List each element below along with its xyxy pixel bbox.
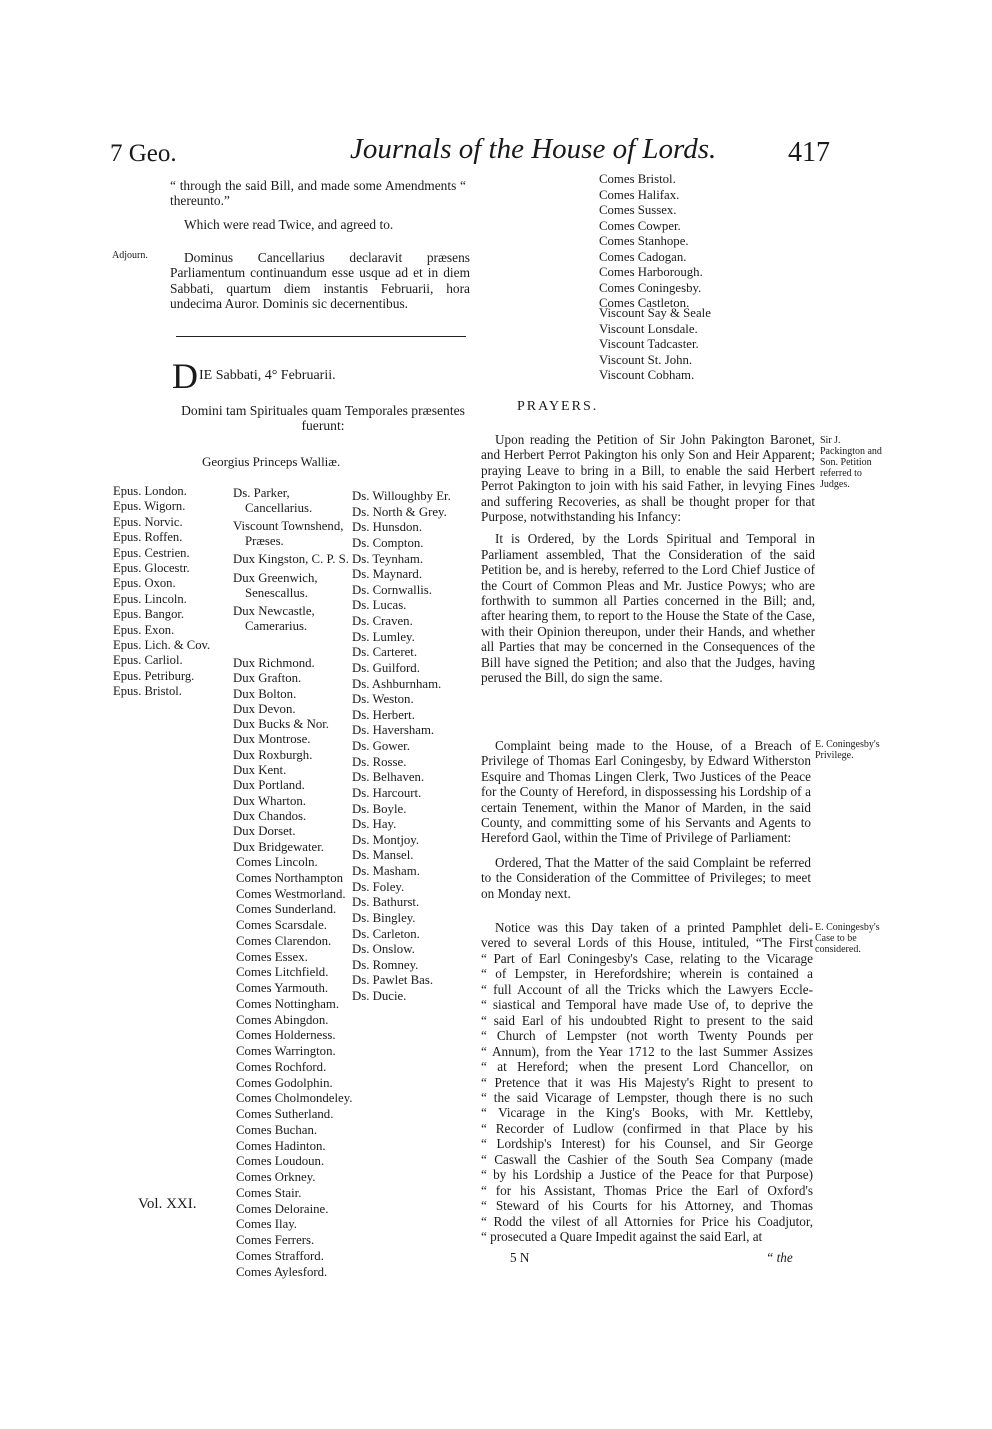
baron-entry: Ds. Willoughby Er. [352,489,451,503]
viscounts-list [599,306,711,384]
duke-entry: Dux Portland. [233,778,305,793]
earls-list [236,855,352,1280]
notice-line: “ Part of Earl Coningesby's Case, relating to the Vicarage [481,950,813,966]
officer-entry: Dux Newcastle, Camerarius. [233,604,315,633]
earl-entry: Comes Hadinton. [236,1138,326,1153]
baron-entry: Ds. Lumley. [352,629,415,644]
earl-entry: Comes Buchan. [236,1122,318,1137]
baron-entry: Ds. Compton. [352,535,424,550]
viscount-entry: Viscount Lonsdale. [599,321,698,336]
earl-entry: Comes Sussex. [599,203,677,217]
bishop-entry: Epus. Roffen. [113,530,183,545]
baron-entry: Ds. Foley. [352,879,405,894]
bishop-entry: Epus. London. [113,484,187,498]
bishop-entry: Epus. Bangor. [113,607,185,622]
notice-line: “ Rodd the vilest of all Attornies for Price his Coadjutor, [481,1213,813,1229]
baron-entry: Ds. Harcourt. [352,785,422,800]
earl-entry: Comes Cowper. [599,218,681,233]
bishop-entry: Epus. Wigorn. [113,499,186,514]
earls-continued-list [599,172,703,312]
notice-line: “ of Lempster, in Herefordshire; wherein is contained a [481,966,813,982]
earl-entry: Comes Stair. [236,1185,302,1200]
bishop-entry: Epus. Lincoln. [113,591,187,606]
bishop-entry: Epus. Bristol. [113,684,182,699]
adjourn-margin-note: Adjourn. [112,250,148,261]
earl-entry: Comes Abingdon. [236,1012,329,1027]
privilege-order: Ordered, That the Matter of the said Complaint be referred to the Consideration of the Committee of Privileges; to meet on Monday next. [481,854,811,901]
bishop-entry: Epus. Oxon. [113,576,176,591]
read-twice-text: Which were read Twice, and agreed to. [184,216,394,232]
volume-footer: Vol. XXI. [138,1196,197,1212]
bishop-entry: Epus. Glocestr. [113,561,190,576]
duke-entry: Dux Roxburgh. [233,747,313,762]
continuation-text: “ through the said Bill, and made some Amendments “ thereunto.” [170,178,466,209]
earl-entry: Comes Yarmouth. [236,981,329,995]
bishop-entry: Epus. Carliol. [113,653,183,668]
notice-line: “ Church of Lempster (not worth Twenty Pounds per [481,1028,813,1044]
earl-entry: Comes Westmorland. [236,886,346,901]
notice-line: vered to several Lords of this House, intituled, “The First [481,935,813,951]
baron-entry: Ds. Guilford. [352,660,420,675]
earl-entry: Comes Lincoln. [236,855,318,869]
officers-list [233,486,351,637]
officer-entry: Dux Kingston, C. P. S. [233,552,349,567]
page-number: 417 [788,137,830,168]
earl-entry: Comes Rochford. [236,1059,327,1074]
baron-entry: Ds. Ducie. [352,989,407,1003]
earl-entry: Comes Deloraine. [236,1201,329,1216]
earl-entry: Comes Sunderland. [236,902,337,917]
bishop-entry: Epus. Cestrien. [113,545,190,560]
earl-entry: Comes Stanhope. [599,234,689,248]
earl-entry: Comes Ilay. [236,1217,298,1232]
notice-line: “ the said Vicarage of Lempster, though there is no such [481,1089,813,1105]
notice-line: “ prosecuted a Quare Impedit against the said Earl, at [481,1229,763,1245]
notice-line: “ at Hereford; when the present Lord Chancellor, on [481,1059,813,1075]
baron-entry: Ds. Herbert. [352,707,415,722]
notice-line: “ by his Lordship a Justice of the Peace for that Purpose) [481,1167,813,1183]
pamphlet-notice [481,920,813,1245]
baron-entry: Ds. Bingley. [352,910,416,925]
bishop-entry: Epus. Exon. [113,622,175,637]
baron-entry: Ds. Ashburnham. [352,676,442,691]
pakington-petition: Upon reading the Petition of Sir John Pakington Baronet, and Herbert Perrot Pakington his only Son and Heir Apparent; praying Leave to bring in a Bill, to enable the said Herbert Perrot Pakington to join with his said Father, in levying Fines and suffering Recoveries, as shall be thought proper for that Purpose, notwithstanding his Infancy: [481,432,815,525]
baron-entry: Ds. Carleton. [352,926,420,941]
earl-entry: Comes Godolphin. [236,1075,333,1090]
baron-entry: Ds. Teynham. [352,551,424,566]
bishop-entry: Epus. Norvic. [113,514,183,529]
pakington-margin-note: Sir J. Packington and Son. Petition referred to Judges. [820,435,882,490]
baron-entry: Ds. Haversham. [352,723,435,738]
officer-entry: Viscount Townshend, Præses. [233,519,344,548]
baron-entry: Ds. Carteret. [352,645,418,660]
notice-line: “ Annum), from the Year 1712 to the last Summer Assizes [481,1043,813,1059]
catchword: “ the [766,1250,793,1265]
case-margin-note: E. Coningesby's Case to be considered. [815,922,880,955]
viscount-entry: Viscount Cobham. [599,368,695,382]
duke-entry: Dux Richmond. [233,656,315,670]
prince-line: Georgius Princeps Walliæ. [202,454,341,469]
duke-entry: Dux Bridgewater. [233,839,324,854]
privilege-complaint: Complaint being made to the House, of a Breach of Privilege of Thomas Earl Coningesby, by Edward Witherston Esquire and Thomas Lingen Clerk, Two Justices of the Peace for the County of Hereford, in dispossessing his Lordship of a certain Tenement, within the Manor of Marden, in the said County, and committing some of his Servants and Agents to Hereford Gaol, within the Time of Privilege of Parliament: [481,738,811,846]
earl-entry: Comes Ferrers. [236,1233,315,1247]
earl-entry: Comes Holderness. [236,1028,336,1043]
prayers-heading: PRAYERS. [517,399,599,414]
earl-entry: Comes Coningesby. [599,280,702,295]
earl-entry: Comes Harborough. [599,265,703,279]
baron-entry: Ds. Masham. [352,864,420,878]
baron-entry: Ds. Cornwallis. [352,582,432,597]
notice-line: “ siastical and Temporal have made Use of, to deprive the [481,997,813,1013]
earl-entry: Comes Halifax. [599,187,680,202]
baron-entry: Ds. Lucas. [352,598,407,613]
baron-entry: Ds. Weston. [352,692,414,707]
baron-entry: Ds. Pawlet Bas. [352,973,434,988]
officer-entry: Ds. Parker, Cancellarius. [233,486,313,515]
earl-entry: Comes Clarendon. [236,933,332,948]
duke-entry: Dux Chandos. [233,808,307,823]
present-line: Domini tam Spirituales quam Temporales præsentes fuerunt: [181,403,465,434]
baron-entry: Ds. Gower. [352,739,410,753]
earl-entry: Comes Warrington. [236,1044,336,1058]
earl-entry: Comes Orkney. [236,1170,316,1184]
notice-line: “ said Earl of his undoubted Right to present to the said [481,1012,813,1028]
baron-entry: Ds. Hay. [352,817,397,832]
earl-entry: Comes Sutherland. [236,1107,334,1121]
earl-entry: Comes Strafford. [236,1248,324,1263]
notice-line: “ Steward of his Courts for his Attorney, and Thomas [481,1198,813,1214]
duke-entry: Dux Kent. [233,763,287,778]
header-left: 7 Geo. [110,140,177,167]
baron-entry: Ds. North & Grey. [352,504,447,519]
bishops-list [113,484,210,700]
earl-entry: Comes Cholmondeley. [236,1091,353,1106]
signature-mark: 5 N [510,1250,530,1265]
earl-entry: Comes Scarsdale. [236,918,327,932]
earl-entry: Comes Essex. [236,949,308,964]
notice-line: “ full Account of all the Tricks which the Lawyers Eccle- [481,981,813,997]
viscount-entry: Viscount Tadcaster. [599,337,699,351]
notice-line: “ Caswall the Cashier of the South Sea Company (made [481,1151,813,1167]
coningesby-margin-note: E. Coningesby's Privilege. [815,739,880,761]
notice-line: “ Lordship's Interest) for his Counsel, and Sir George [481,1136,813,1152]
earl-entry: Comes Loudoun. [236,1154,325,1169]
barons-list [352,489,451,1005]
earl-entry: Comes Castleton. [599,296,690,310]
baron-entry: Ds. Montjoy. [352,832,420,847]
baron-entry: Ds. Onslow. [352,942,415,957]
baron-entry: Ds. Belhaven. [352,770,425,785]
duke-entry: Dux Devon. [233,701,296,716]
duke-entry: Dux Dorset. [233,824,296,839]
earl-entry: Comes Aylesford. [236,1264,328,1279]
bishop-entry: Epus. Lich. & Cov. [113,638,211,653]
adjourn-text: Dominus Cancellarius declaravit præsens Parliamentum continuandum esse usque ad et in diem Sabbati, quartum diem instantis Februarii, hora undecima Auror. Dominis sic decernentibus. [170,250,470,312]
notice-line: “ for his Assistant, Thomas Price the Earl of Oxford's [481,1182,813,1198]
earl-entry: Comes Litchfield. [236,965,329,980]
baron-entry: Ds. Bathurst. [352,895,420,910]
earl-entry: Comes Northampton [236,870,343,885]
notice-line: “ Recorder of Ludlow (confirmed in that Place by his [481,1120,813,1136]
baron-entry: Ds. Rosse. [352,754,407,769]
earl-entry: Comes Bristol. [599,172,676,186]
baron-entry: Ds. Mansel. [352,848,414,863]
duke-entry: Dux Wharton. [233,793,306,808]
viscount-entry: Viscount St. John. [599,352,693,367]
dukes-list [233,656,329,855]
earl-entry: Comes Nottingham. [236,996,340,1011]
duke-entry: Dux Grafton. [233,671,302,686]
bishop-entry: Epus. Petriburg. [113,668,195,683]
duke-entry: Dux Bucks & Nor. [233,717,329,732]
notice-line: “ Vicarage in the King's Books, with Mr. Kettleby, [481,1105,813,1121]
officer-entry: Dux Greenwich, Senescallus. [233,570,318,600]
baron-entry: Ds. Romney. [352,957,419,972]
notice-line: Notice was this Day taken of a printed Pamphlet deli- [495,920,813,935]
duke-entry: Dux Montrose. [233,732,311,747]
page-title: Journals of the House of Lords. [350,133,717,165]
baron-entry: Ds. Boyle. [352,801,407,816]
duke-entry: Dux Bolton. [233,686,297,701]
baron-entry: Ds. Hunsdon. [352,520,423,535]
baron-entry: Ds. Maynard. [352,567,423,582]
earl-entry: Comes Cadogan. [599,249,687,264]
pakington-order: It is Ordered, by the Lords Spiritual and Temporal in Parliament assembled, That the Consideration of the said Petition be, and is hereby, referred to the Lord Chief Justice of the Court of Common Pleas and Mr. Justice Powys; who are forthwith to summon all Parties concerned in the Bill; and, after hearing them, to report to the House the State of the Case, with their Opinion thereupon, under their Hands, and whether all Parties that may be concerned in the Consequences of the Bill have signed the Petition; and also that the Judges, having perused the Bill, do sign the same. [481,531,815,686]
section-divider [176,336,466,337]
baron-entry: Ds. Craven. [352,614,413,628]
day-heading: IE Sabbati, 4° Februarii. [199,368,336,383]
notice-line: “ Pretence that it was His Majesty's Right to present to [481,1074,813,1090]
viscount-entry: Viscount Say & Seale [599,306,711,320]
day-dropcap: D [172,356,198,396]
